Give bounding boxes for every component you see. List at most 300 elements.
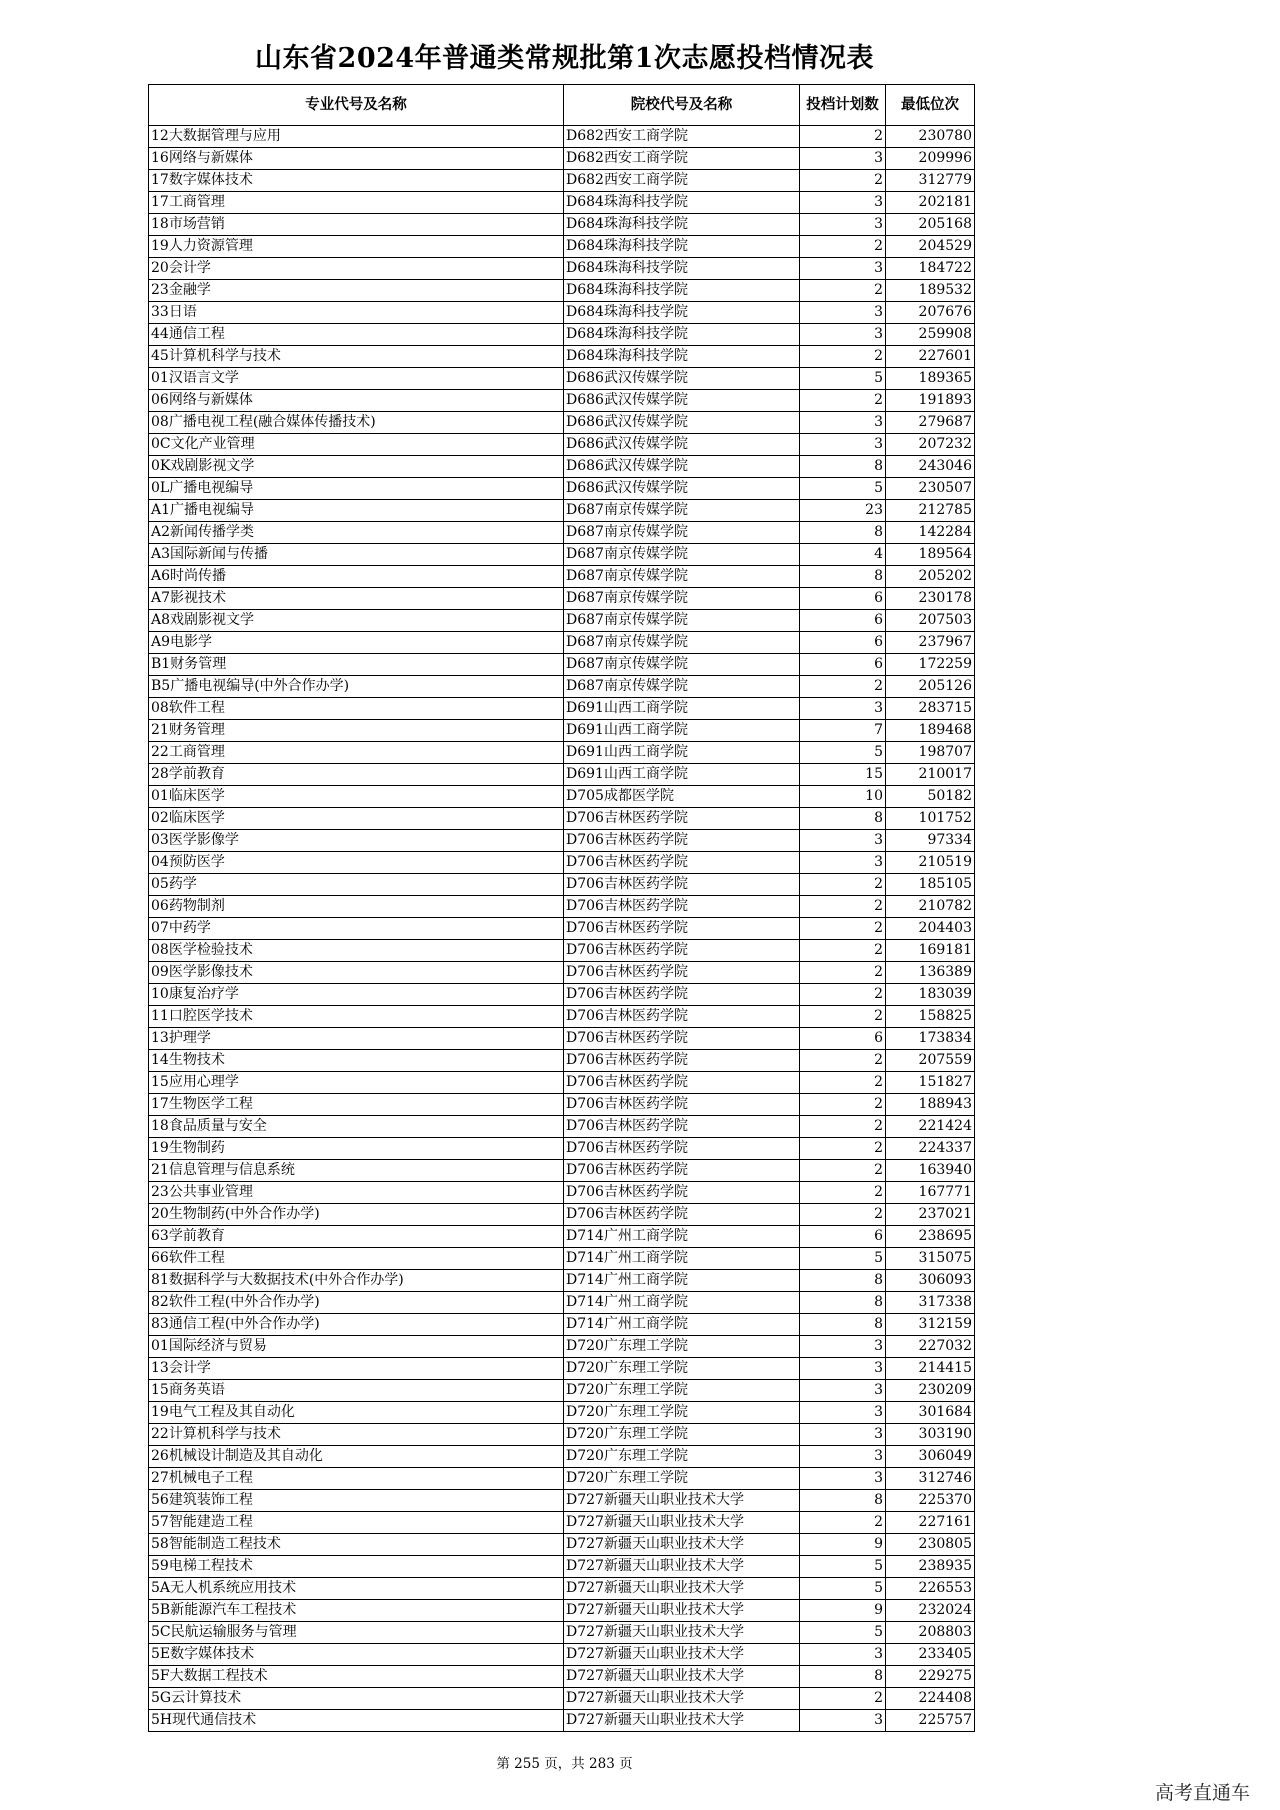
school-cell: D686武汉传媒学院 (564, 412, 800, 434)
major-cell: 05药学 (149, 874, 564, 896)
school-cell: D706吉林医药学院 (564, 1204, 800, 1226)
table-row (149, 1380, 975, 1402)
major-cell: 5B新能源汽车工程技术 (149, 1600, 564, 1622)
table-row (149, 1182, 975, 1204)
table-row (149, 368, 975, 390)
major-cell: 57智能建造工程 (149, 1512, 564, 1534)
school-cell: D727新疆天山职业技术大学 (564, 1534, 800, 1556)
rank-cell: 205168 (886, 214, 975, 236)
plan-cell: 2 (800, 874, 886, 896)
school-cell: D720广东理工学院 (564, 1380, 800, 1402)
school-cell: D727新疆天山职业技术大学 (564, 1578, 800, 1600)
table-row (149, 830, 975, 852)
major-cell: 0K戏剧影视文学 (149, 456, 564, 478)
table-row (149, 984, 975, 1006)
table-row (149, 698, 975, 720)
rank-cell: 224337 (886, 1138, 975, 1160)
school-cell: D687南京传媒学院 (564, 676, 800, 698)
major-cell: 59电梯工程技术 (149, 1556, 564, 1578)
rank-cell: 230507 (886, 478, 975, 500)
table-row (149, 1490, 975, 1512)
school-cell: D714广州工商学院 (564, 1248, 800, 1270)
table-row (149, 192, 975, 214)
page-title: 山东省2024年普通类常规批第1次志愿投档情况表 (255, 43, 874, 74)
table-row (149, 1270, 975, 1292)
plan-cell: 3 (800, 1710, 886, 1732)
table-row (149, 1226, 975, 1248)
rank-cell: 243046 (886, 456, 975, 478)
rank-cell: 312746 (886, 1468, 975, 1490)
major-cell: 82软件工程(中外合作办学) (149, 1292, 564, 1314)
plan-cell: 2 (800, 918, 886, 940)
rank-cell: 191893 (886, 390, 975, 412)
rank-cell: 317338 (886, 1292, 975, 1314)
table-row (149, 1028, 975, 1050)
table-row (149, 478, 975, 500)
table-row (149, 456, 975, 478)
plan-cell: 8 (800, 808, 886, 830)
major-cell: A3国际新闻与传播 (149, 544, 564, 566)
plan-cell: 3 (800, 698, 886, 720)
major-cell: 58智能制造工程技术 (149, 1534, 564, 1556)
table-row (149, 610, 975, 632)
table-row (149, 1116, 975, 1138)
rank-cell: 136389 (886, 962, 975, 984)
plan-cell: 6 (800, 1028, 886, 1050)
major-cell: 11口腔医学技术 (149, 1006, 564, 1028)
school-cell: D714广州工商学院 (564, 1314, 800, 1336)
school-cell: D727新疆天山职业技术大学 (564, 1512, 800, 1534)
school-cell: D727新疆天山职业技术大学 (564, 1600, 800, 1622)
school-cell: D687南京传媒学院 (564, 522, 800, 544)
major-cell: 81数据科学与大数据技术(中外合作办学) (149, 1270, 564, 1292)
plan-cell: 3 (800, 830, 886, 852)
major-cell: B5广播电视编导(中外合作办学) (149, 676, 564, 698)
rank-cell: 189564 (886, 544, 975, 566)
page-number: 第 255 页，共 283 页 (496, 1756, 633, 1772)
rank-cell: 210519 (886, 852, 975, 874)
plan-cell: 2 (800, 896, 886, 918)
school-cell: D682西安工商学院 (564, 126, 800, 148)
table-row (149, 1688, 975, 1710)
school-cell: D706吉林医药学院 (564, 1138, 800, 1160)
plan-cell: 6 (800, 654, 886, 676)
major-cell: 17工商管理 (149, 192, 564, 214)
plan-cell: 3 (800, 852, 886, 874)
school-cell: D684珠海科技学院 (564, 280, 800, 302)
major-cell: 20生物制药(中外合作办学) (149, 1204, 564, 1226)
table-row (149, 236, 975, 258)
major-cell: 0C文化产业管理 (149, 434, 564, 456)
table-row (149, 1072, 975, 1094)
plan-cell: 4 (800, 544, 886, 566)
rank-cell: 202181 (886, 192, 975, 214)
table-row (149, 1446, 975, 1468)
table-row (149, 632, 975, 654)
table-row (149, 1424, 975, 1446)
watermark: 高考直通车 (1154, 1782, 1250, 1804)
plan-cell: 2 (800, 1116, 886, 1138)
table-row (149, 148, 975, 170)
rank-cell: 189365 (886, 368, 975, 390)
school-cell: D720广东理工学院 (564, 1402, 800, 1424)
plan-cell: 5 (800, 1556, 886, 1578)
school-cell: D727新疆天山职业技术大学 (564, 1622, 800, 1644)
plan-cell: 8 (800, 1666, 886, 1688)
major-cell: 08软件工程 (149, 698, 564, 720)
plan-cell: 5 (800, 742, 886, 764)
plan-cell: 3 (800, 148, 886, 170)
rank-cell: 163940 (886, 1160, 975, 1182)
school-cell: D706吉林医药学院 (564, 830, 800, 852)
rank-cell: 189532 (886, 280, 975, 302)
rank-cell: 207503 (886, 610, 975, 632)
school-cell: D705成都医学院 (564, 786, 800, 808)
school-cell: D691山西工商学院 (564, 742, 800, 764)
school-cell: D714广州工商学院 (564, 1270, 800, 1292)
table-row (149, 1358, 975, 1380)
plan-cell: 2 (800, 1072, 886, 1094)
plan-cell: 3 (800, 324, 886, 346)
major-cell: 83通信工程(中外合作办学) (149, 1314, 564, 1336)
table-row (149, 1160, 975, 1182)
school-cell: D684珠海科技学院 (564, 324, 800, 346)
plan-cell: 3 (800, 1380, 886, 1402)
school-cell: D727新疆天山职业技术大学 (564, 1490, 800, 1512)
school-cell: D706吉林医药学院 (564, 852, 800, 874)
major-cell: 16网络与新媒体 (149, 148, 564, 170)
table-row (149, 1006, 975, 1028)
rank-cell: 233405 (886, 1644, 975, 1666)
major-cell: 09医学影像技术 (149, 962, 564, 984)
plan-cell: 2 (800, 1204, 886, 1226)
rank-cell: 172259 (886, 654, 975, 676)
plan-cell: 3 (800, 1336, 886, 1358)
major-cell: A2新闻传播学类 (149, 522, 564, 544)
plan-cell: 7 (800, 720, 886, 742)
school-cell: D687南京传媒学院 (564, 566, 800, 588)
plan-cell: 3 (800, 258, 886, 280)
rank-cell: 214415 (886, 1358, 975, 1380)
table-row (149, 962, 975, 984)
school-cell: D714广州工商学院 (564, 1292, 800, 1314)
admission-table (148, 84, 975, 1732)
plan-cell: 8 (800, 1314, 886, 1336)
plan-cell: 2 (800, 236, 886, 258)
major-cell: 01国际经济与贸易 (149, 1336, 564, 1358)
rank-cell: 183039 (886, 984, 975, 1006)
table-row (149, 940, 975, 962)
table-row (149, 1710, 975, 1732)
rank-cell: 226553 (886, 1578, 975, 1600)
rank-cell: 230209 (886, 1380, 975, 1402)
major-cell: 03医学影像学 (149, 830, 564, 852)
plan-cell: 2 (800, 280, 886, 302)
school-cell: D706吉林医药学院 (564, 1072, 800, 1094)
plan-cell: 8 (800, 456, 886, 478)
rank-cell: 185105 (886, 874, 975, 896)
plan-cell: 5 (800, 1578, 886, 1600)
school-cell: D686武汉传媒学院 (564, 368, 800, 390)
plan-cell: 5 (800, 368, 886, 390)
table-row (149, 302, 975, 324)
table-row (149, 1666, 975, 1688)
school-cell: D687南京传媒学院 (564, 632, 800, 654)
plan-cell: 8 (800, 1490, 886, 1512)
plan-cell: 3 (800, 302, 886, 324)
table-row (149, 126, 975, 148)
plan-cell: 2 (800, 1182, 886, 1204)
plan-cell: 3 (800, 192, 886, 214)
major-cell: 08医学检验技术 (149, 940, 564, 962)
table-row (149, 764, 975, 786)
table-row (149, 1578, 975, 1600)
major-cell: 0L广播电视编导 (149, 478, 564, 500)
school-cell: D720广东理工学院 (564, 1336, 800, 1358)
school-cell: D691山西工商学院 (564, 720, 800, 742)
school-cell: D684珠海科技学院 (564, 192, 800, 214)
plan-cell: 2 (800, 940, 886, 962)
school-cell: D727新疆天山职业技术大学 (564, 1556, 800, 1578)
table-row (149, 676, 975, 698)
plan-cell: 8 (800, 566, 886, 588)
rank-cell: 227161 (886, 1512, 975, 1534)
rank-cell: 167771 (886, 1182, 975, 1204)
plan-cell: 2 (800, 1160, 886, 1182)
table-row (149, 1292, 975, 1314)
table-row (149, 1534, 975, 1556)
plan-cell: 3 (800, 412, 886, 434)
plan-cell: 6 (800, 610, 886, 632)
table-row (149, 170, 975, 192)
table-row (149, 500, 975, 522)
rank-cell: 303190 (886, 1424, 975, 1446)
school-cell: D727新疆天山职业技术大学 (564, 1644, 800, 1666)
rank-cell: 212785 (886, 500, 975, 522)
plan-cell: 3 (800, 1644, 886, 1666)
table-row (149, 1050, 975, 1072)
rank-cell: 312159 (886, 1314, 975, 1336)
table-row (149, 1402, 975, 1424)
major-cell: 21信息管理与信息系统 (149, 1160, 564, 1182)
table-header-row (149, 85, 975, 126)
table-body (149, 126, 975, 1732)
school-cell: D720广东理工学院 (564, 1446, 800, 1468)
school-cell: D691山西工商学院 (564, 698, 800, 720)
plan-cell: 2 (800, 1006, 886, 1028)
school-cell: D684珠海科技学院 (564, 236, 800, 258)
plan-cell: 23 (800, 500, 886, 522)
rank-cell: 225757 (886, 1710, 975, 1732)
table-row (149, 1336, 975, 1358)
school-cell: D727新疆天山职业技术大学 (564, 1688, 800, 1710)
plan-cell: 10 (800, 786, 886, 808)
table-row (149, 918, 975, 940)
rank-cell: 142284 (886, 522, 975, 544)
plan-cell: 2 (800, 984, 886, 1006)
rank-cell: 229275 (886, 1666, 975, 1688)
major-cell: 02临床医学 (149, 808, 564, 830)
school-cell: D687南京传媒学院 (564, 500, 800, 522)
school-cell: D684珠海科技学院 (564, 346, 800, 368)
major-cell: 45计算机科学与技术 (149, 346, 564, 368)
rank-cell: 210017 (886, 764, 975, 786)
table-row (149, 1468, 975, 1490)
plan-cell: 5 (800, 1248, 886, 1270)
table-row (149, 1556, 975, 1578)
major-cell: 15商务英语 (149, 1380, 564, 1402)
major-cell: 20会计学 (149, 258, 564, 280)
plan-cell: 9 (800, 1534, 886, 1556)
school-cell: D682西安工商学院 (564, 170, 800, 192)
major-cell: B1财务管理 (149, 654, 564, 676)
school-cell: D686武汉传媒学院 (564, 434, 800, 456)
major-cell: 19电气工程及其自动化 (149, 1402, 564, 1424)
plan-cell: 2 (800, 170, 886, 192)
plan-cell: 6 (800, 588, 886, 610)
table-row (149, 1138, 975, 1160)
major-cell: A6时尚传播 (149, 566, 564, 588)
major-cell: 23公共事业管理 (149, 1182, 564, 1204)
major-cell: A7影视技术 (149, 588, 564, 610)
school-cell: D706吉林医药学院 (564, 874, 800, 896)
school-cell: D727新疆天山职业技术大学 (564, 1666, 800, 1688)
table-row (149, 412, 975, 434)
major-cell: 13会计学 (149, 1358, 564, 1380)
school-cell: D706吉林医药学院 (564, 896, 800, 918)
major-cell: A9电影学 (149, 632, 564, 654)
major-cell: 15应用心理学 (149, 1072, 564, 1094)
table-row (149, 874, 975, 896)
major-cell: 5H现代通信技术 (149, 1710, 564, 1732)
plan-cell: 5 (800, 1622, 886, 1644)
school-cell: D686武汉传媒学院 (564, 478, 800, 500)
school-cell: D687南京传媒学院 (564, 610, 800, 632)
plan-cell: 5 (800, 478, 886, 500)
plan-cell: 3 (800, 1402, 886, 1424)
table-row (149, 808, 975, 830)
table-row (149, 896, 975, 918)
school-cell: D706吉林医药学院 (564, 1050, 800, 1072)
table-row (149, 214, 975, 236)
school-cell: D682西安工商学院 (564, 148, 800, 170)
rank-cell: 315075 (886, 1248, 975, 1270)
major-cell: 17数字媒体技术 (149, 170, 564, 192)
school-cell: D706吉林医药学院 (564, 940, 800, 962)
major-cell: 07中药学 (149, 918, 564, 940)
rank-cell: 50182 (886, 786, 975, 808)
school-cell: D687南京传媒学院 (564, 544, 800, 566)
table-row (149, 544, 975, 566)
major-cell: 06药物制剂 (149, 896, 564, 918)
plan-cell: 6 (800, 1226, 886, 1248)
school-cell: D687南京传媒学院 (564, 654, 800, 676)
rank-cell: 184722 (886, 258, 975, 280)
table-row (149, 434, 975, 456)
school-cell: D684珠海科技学院 (564, 302, 800, 324)
major-cell: 5C民航运输服务与管理 (149, 1622, 564, 1644)
rank-cell: 209996 (886, 148, 975, 170)
major-cell: 26机械设计制造及其自动化 (149, 1446, 564, 1468)
header-school: 院校代号及名称 (564, 85, 800, 126)
school-cell: D706吉林医药学院 (564, 1028, 800, 1050)
major-cell: 23金融学 (149, 280, 564, 302)
rank-cell: 230780 (886, 126, 975, 148)
rank-cell: 312779 (886, 170, 975, 192)
school-cell: D706吉林医药学院 (564, 1160, 800, 1182)
plan-cell: 2 (800, 390, 886, 412)
school-cell: D720广东理工学院 (564, 1424, 800, 1446)
school-cell: D687南京传媒学院 (564, 588, 800, 610)
table-row (149, 654, 975, 676)
school-cell: D714广州工商学院 (564, 1226, 800, 1248)
major-cell: 17生物医学工程 (149, 1094, 564, 1116)
rank-cell: 237967 (886, 632, 975, 654)
rank-cell: 158825 (886, 1006, 975, 1028)
major-cell: A8戏剧影视文学 (149, 610, 564, 632)
rank-cell: 101752 (886, 808, 975, 830)
table-row (149, 1512, 975, 1534)
table-row (149, 258, 975, 280)
rank-cell: 259908 (886, 324, 975, 346)
header-rank: 最低位次 (886, 85, 975, 126)
plan-cell: 3 (800, 1358, 886, 1380)
plan-cell: 8 (800, 522, 886, 544)
major-cell: 14生物技术 (149, 1050, 564, 1072)
rank-cell: 205126 (886, 676, 975, 698)
school-cell: D706吉林医药学院 (564, 1182, 800, 1204)
rank-cell: 97334 (886, 830, 975, 852)
table-row (149, 1600, 975, 1622)
major-cell: 22计算机科学与技术 (149, 1424, 564, 1446)
school-cell: D686武汉传媒学院 (564, 390, 800, 412)
plan-cell: 9 (800, 1600, 886, 1622)
major-cell: A1广播电视编导 (149, 500, 564, 522)
plan-cell: 2 (800, 1688, 886, 1710)
major-cell: 63学前教育 (149, 1226, 564, 1248)
rank-cell: 207676 (886, 302, 975, 324)
rank-cell: 207559 (886, 1050, 975, 1072)
rank-cell: 238695 (886, 1226, 975, 1248)
rank-cell: 306093 (886, 1270, 975, 1292)
rank-cell: 173834 (886, 1028, 975, 1050)
rank-cell: 204529 (886, 236, 975, 258)
rank-cell: 238935 (886, 1556, 975, 1578)
table-row (149, 280, 975, 302)
table-row (149, 522, 975, 544)
plan-cell: 3 (800, 1468, 886, 1490)
table-row (149, 1644, 975, 1666)
plan-cell: 2 (800, 962, 886, 984)
rank-cell: 210782 (886, 896, 975, 918)
plan-cell: 8 (800, 1292, 886, 1314)
table-row (149, 566, 975, 588)
header-plan: 投档计划数 (800, 85, 886, 126)
table-row (149, 390, 975, 412)
table-row (149, 1204, 975, 1226)
table-row (149, 786, 975, 808)
school-cell: D684珠海科技学院 (564, 258, 800, 280)
major-cell: 5G云计算技术 (149, 1688, 564, 1710)
major-cell: 04预防医学 (149, 852, 564, 874)
plan-cell: 2 (800, 676, 886, 698)
rank-cell: 227032 (886, 1336, 975, 1358)
rank-cell: 232024 (886, 1600, 975, 1622)
school-cell: D720广东理工学院 (564, 1468, 800, 1490)
plan-cell: 2 (800, 1138, 886, 1160)
rank-cell: 227601 (886, 346, 975, 368)
school-cell: D720广东理工学院 (564, 1358, 800, 1380)
